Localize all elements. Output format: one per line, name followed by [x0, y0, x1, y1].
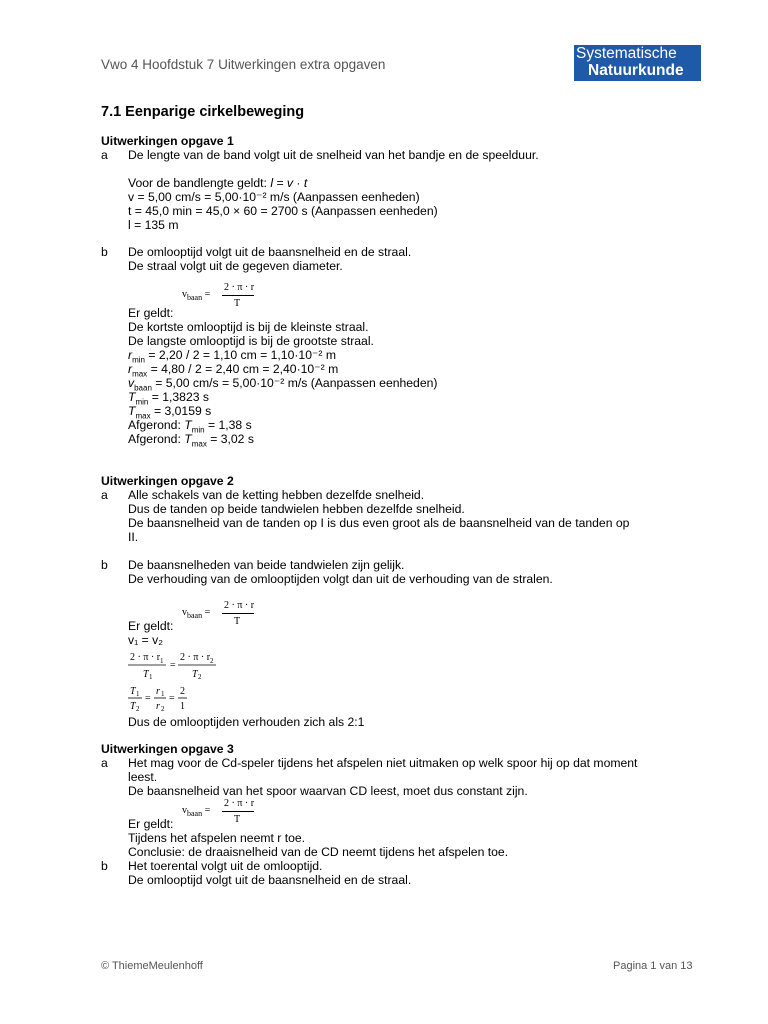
o2-conclusion: Dus de omlooptijden verhouden zich als 2:1: [128, 715, 365, 729]
ratio-equations: [126, 648, 226, 716]
svg-text:1: 1: [160, 657, 164, 665]
footer-page-number: Pagina 1 van 13: [613, 960, 693, 972]
o3-a-line5: Conclusie: de draaisnelheid van de CD neemt tijdens het afspelen toe.: [128, 845, 509, 859]
svg-text:T: T: [192, 669, 198, 680]
footer-copyright: © ThiemeMeulenhoff: [101, 960, 203, 972]
o3-er-geldt: Er geldt:: [128, 817, 174, 831]
systematische-natuurkunde-logo: [574, 45, 701, 81]
o3-a-line4: Tijdens het afspelen neemt r toe.: [128, 831, 306, 845]
svg-text:r: r: [156, 701, 160, 712]
opgave-3-heading: Uitwerkingen opgave 3: [101, 742, 234, 756]
svg-text:2 · π · r: 2 · π · r: [130, 652, 161, 663]
logo-line-1: Systematische: [576, 45, 677, 62]
o2-b-line1: De baansnelheden van beide tandwielen zijn gelijk.: [128, 558, 405, 572]
svg-text:1: 1: [136, 690, 140, 698]
o2-a-line1: Alle schakels van de ketting hebben dezelfde snelheid.: [128, 488, 425, 502]
o1-a-line1: De lengte van de band volgt uit de snelheid van het bandje en de speelduur.: [128, 148, 539, 162]
o3-a-label: a: [101, 756, 108, 770]
o1-a-line5: l = 135 m: [128, 218, 179, 232]
section-title: 7.1 Eenparige cirkelbeweging: [101, 104, 305, 120]
o3-a-line3: De baansnelheid van het spoor waarvan CD leest, moet dus constant zijn.: [128, 784, 528, 798]
svg-text:r: r: [156, 686, 160, 697]
svg-text:1: 1: [161, 690, 165, 698]
o1-b-line3: De kortste omlooptijd is bij de kleinste straal.: [128, 320, 369, 334]
svg-text:1: 1: [149, 673, 153, 681]
o1-b-line4: De langste omlooptijd is bij de grootste straal.: [128, 334, 374, 348]
svg-text:=: =: [170, 660, 176, 671]
formula-vbaan-3: $v_{baan}$ = 2 · π · r T: [182, 798, 255, 825]
svg-text:2: 2: [161, 705, 165, 713]
o1-b-label: b: [101, 245, 108, 259]
o3-b-label: b: [101, 859, 108, 873]
o3-a-line2: leest.: [128, 770, 158, 784]
o1-a-line2: Voor de bandlengte geldt: l = v · t: [128, 176, 308, 190]
o2-er-geldt: Er geldt:: [128, 619, 174, 633]
o1-vbaan: $v_{baan} = 5,00$ cm/s = 5,00·10⁻² m/s (Aanpassen eenheden): [128, 376, 438, 393]
svg-text:2 · π · r: 2 · π · r: [180, 652, 211, 663]
svg-text:2: 2: [210, 657, 214, 665]
svg-text:=: =: [169, 693, 175, 704]
svg-text:2: 2: [180, 686, 185, 697]
svg-text:2: 2: [198, 673, 202, 681]
o1-rmin: $r_{min} = 2,20 / 2 = 1,10$ cm = 1,10·10⁻² m: [128, 348, 336, 365]
o1-a-label: a: [101, 148, 108, 162]
o2-a-line2: Dus de tanden op beide tandwielen hebben dezelfde snelheid.: [128, 502, 465, 516]
o1-a-line3: v = 5,00 cm/s = 5,00·10⁻² m/s (Aanpassen eenheden): [128, 190, 420, 204]
o1-a-line4: t = 45,0 min = 45,0 × 60 = 2700 s (Aanpassen eenheden): [128, 204, 438, 218]
svg-text:T: T: [130, 701, 136, 712]
o1-b-line1: De omlooptijd volgt uit de baansnelheid en de straal.: [128, 245, 412, 259]
o3-b-line1: Het toerental volgt uit de omlooptijd.: [128, 859, 323, 873]
o2-a-line4: II.: [128, 530, 139, 544]
o1-tmax: $T_{max} = 3,0159$ s: [128, 404, 212, 421]
o1-rmax: $r_{max} = 4,80 / 2 = 2,40$ cm = 2,40·10⁻² m: [128, 362, 339, 379]
logo-line-2: Natuurkunde: [588, 62, 684, 79]
document-header-title: Vwo 4 Hoofdstuk 7 Uitwerkingen extra opgaven: [101, 57, 386, 72]
o1-b-line2: De straal volgt uit de gegeven diameter.: [128, 259, 343, 273]
formula-vbaan-1: $v_{baan}$ = 2 · π · r T: [182, 282, 255, 309]
o3-b-line2: De omlooptijd volgt uit de baansnelheid en de straal.: [128, 873, 412, 887]
o2-b-line2: De verhouding van de omlooptijden volgt dan uit de verhouding van de stralen.: [128, 572, 553, 586]
o1-er-geldt: Er geldt:: [128, 306, 174, 320]
o1-afgerond-min: Afgerond: $T_{min} = 1,38$ s: [128, 418, 252, 435]
o1-tmin: $T_{min} = 1,3823$ s: [128, 390, 209, 407]
svg-text:=: =: [145, 693, 151, 704]
opgave-1-heading: Uitwerkingen opgave 1: [101, 134, 234, 148]
o3-a-line1: Het mag voor de Cd-speler tijdens het afspelen niet uitmaken op welk spoor hij op dat moment: [128, 756, 638, 770]
formula-vbaan-2: $v_{baan}$ = 2 · π · r T: [182, 600, 255, 627]
o2-b-label: b: [101, 558, 108, 572]
o2-a-label: a: [101, 488, 108, 502]
o2-v-equal: v₁ = v₂: [128, 633, 163, 647]
opgave-2-heading: Uitwerkingen opgave 2: [101, 474, 234, 488]
o2-a-line3: De baansnelheid van de tanden op I is dus even groot als de baansnelheid van de tanden op: [128, 516, 630, 530]
svg-text:1: 1: [180, 701, 185, 712]
svg-text:2: 2: [136, 705, 140, 713]
svg-text:T: T: [143, 669, 149, 680]
o1-afgerond-max: Afgerond: $T_{max} = 3,02$ s: [128, 432, 254, 449]
svg-text:T: T: [130, 686, 136, 697]
